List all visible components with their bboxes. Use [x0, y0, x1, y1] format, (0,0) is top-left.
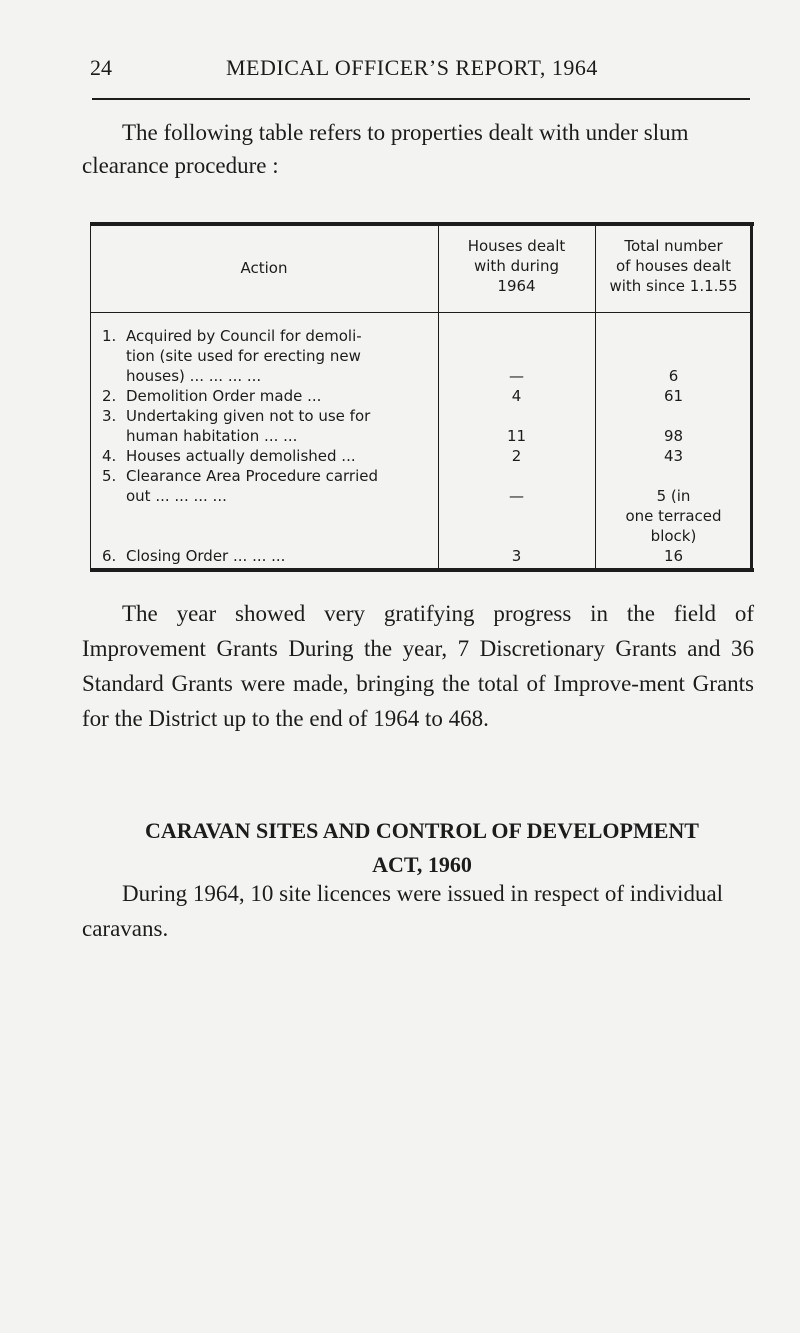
- description-line: Clearance Area Procedure carried: [126, 467, 379, 485]
- page-header: [90, 55, 750, 87]
- description-line: human habitation ... ...: [126, 427, 298, 445]
- description-line: houses) ... ... ... ...: [126, 367, 262, 385]
- header-line: with during: [474, 257, 559, 275]
- running-title: MEDICAL OFFICER’S REPORT, 1964: [226, 55, 598, 80]
- slum-clearance-table: [90, 222, 754, 572]
- table-header-rule: [90, 312, 752, 313]
- description-line: Acquired by Council for demoli-: [126, 327, 362, 345]
- section-heading-line: CARAVAN SITES AND CONTROL OF DEVELOPMENT: [145, 818, 699, 843]
- improvement-grants-paragraph: The year showed very gratifying progress in the field of Improvement Grants During the year, 7 Discretionary Grants and 36 Standard Grants were made, bringing the total of Improve-ment Grants for the District up to the end of 1964 to 468.: [82, 601, 754, 731]
- row-description: [126, 406, 432, 446]
- row-value-since: 98: [663, 427, 684, 445]
- description-line: Closing Order ... ... ...: [126, 547, 286, 565]
- header-line: Houses dealt: [467, 237, 566, 255]
- section-heading-line: ACT, 1960: [372, 852, 472, 877]
- row-value-since: 43: [663, 447, 684, 465]
- row-value-during: 3: [511, 547, 522, 565]
- value-line: one terraced: [625, 507, 722, 525]
- header-line: 1964: [497, 277, 536, 295]
- caravan-paragraph: During 1964, 10 site licences were issued in respect of individual caravans.: [82, 881, 724, 941]
- row-number: 1.: [102, 327, 117, 345]
- row-description: [126, 326, 432, 386]
- row-value-during: 2: [511, 447, 522, 465]
- row-value-since: [595, 486, 752, 546]
- row-value-since: 61: [663, 387, 684, 405]
- column-header-during: [438, 236, 595, 296]
- row-number: 6.: [102, 547, 117, 565]
- description-line: out ... ... ... ...: [126, 487, 227, 505]
- header-rule: [92, 98, 750, 100]
- row-value-during: 4: [511, 387, 522, 405]
- row-value-during: —: [509, 487, 524, 505]
- value-line: block): [650, 527, 697, 545]
- page-number: 24: [90, 55, 112, 80]
- row-description: [126, 446, 432, 466]
- row-value-since: 6: [668, 367, 679, 385]
- description-line: tion (site used for erecting new: [126, 347, 361, 365]
- section-heading: [82, 814, 762, 882]
- row-description: [126, 466, 432, 506]
- description-line: Demolition Order made ...: [126, 387, 322, 405]
- intro-paragraph: The following table refers to properties dealt with under slum clearance procedure :: [82, 120, 689, 178]
- row-value-since: 16: [663, 547, 684, 565]
- row-description: [126, 386, 432, 406]
- header-line: Total number: [624, 237, 723, 255]
- value-line: 5 (in: [656, 487, 691, 505]
- column-header-action: Action: [240, 259, 288, 277]
- header-line: of houses dealt: [615, 257, 732, 275]
- column-header-since: [595, 236, 752, 296]
- row-description: [126, 546, 432, 566]
- description-line: Undertaking given not to use for: [126, 407, 371, 425]
- header-line: with since 1.1.55: [609, 277, 738, 295]
- row-value-during: —: [509, 367, 524, 385]
- row-value-during: 11: [506, 427, 527, 445]
- row-number: 2.: [102, 387, 117, 405]
- description-line: Houses actually demolished ...: [126, 447, 356, 465]
- row-number: 3.: [102, 407, 117, 425]
- row-number: 5.: [102, 467, 117, 485]
- row-number: 4.: [102, 447, 117, 465]
